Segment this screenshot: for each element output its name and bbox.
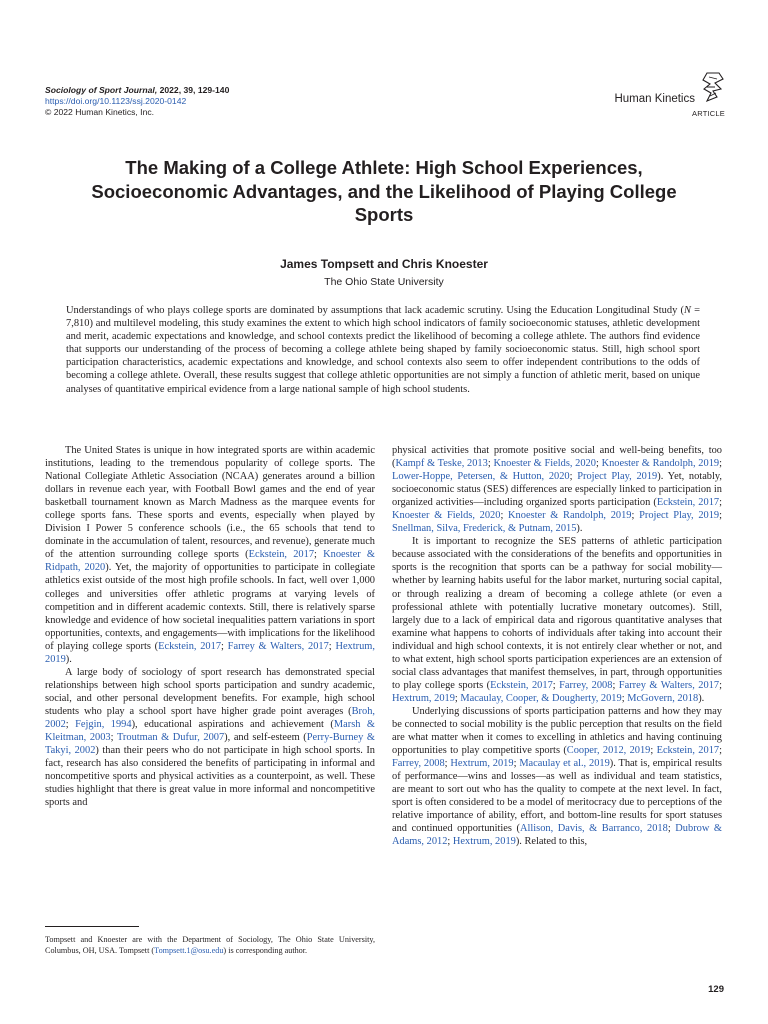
citation-link[interactable]: Dubrow & Adams, 2012	[392, 823, 722, 848]
citation-link[interactable]: Hextrum, 2019	[392, 692, 455, 704]
journal-name: Sociology of Sport Journal,	[45, 85, 158, 95]
citation-link[interactable]: Eckstein, 2017	[248, 549, 315, 561]
citation-link[interactable]: Allison, Davis, & Barranco, 2018	[519, 823, 668, 835]
citation-link[interactable]: Knoester & Fields, 2020	[493, 458, 596, 470]
citation-link[interactable]: Fejgin, 1994	[75, 718, 132, 730]
citation-link[interactable]: Knoester & Randolph, 2019	[601, 458, 720, 470]
article-header	[45, 85, 725, 125]
author-footnote	[45, 934, 375, 956]
citation-link[interactable]: Hextrum, 2019	[45, 640, 375, 665]
citation-link[interactable]: Eckstein, 2017	[656, 745, 720, 757]
citation-link[interactable]: Knoester & Fields, 2020	[392, 510, 501, 522]
journal-issue: 2022, 39, 129-140	[157, 85, 230, 95]
body-text: ). Yet, notably, socioeconomic status (SES) differences are especially linked to participation in organized activities—including organized sports participation (	[392, 471, 722, 509]
human-kinetics-logo-icon	[701, 71, 725, 105]
citation-link[interactable]: Macaulay et al., 2019	[519, 758, 610, 770]
body-paragraph: physical activities that promote positive social and well-being benefits, too (Kampf & Teske, 2013; Knoester & Fields, 2020; Knoester & Randolph, 2019; Lower-Hoppe, Petersen, & Hutton, 2020; Project Play, 2019). Yet, notably, socioeconomic status (SES) differences are especially linked to participation in organized activities—including organized sports participation (Eckstein, 2017; Knoester & Fields, 2020; Knoester & Randolph, 2019; Project Play, 2019; Snellman, Silva, Frederick, & Putnam, 2015).	[392, 445, 722, 535]
body-paragraph: A large body of sociology of sport research has demonstrated special relationships between high school sports participation and sundry academic, social, and other personal development benefits. For example, high school students who play a school sport have higher grade point averages (Broh, 2002; Fejgin, 1994), educational aspirations and achievement (Marsh & Kleitman, 2003; Troutman & Dufur, 2007), and self-esteem (Perry-Burney & Takyi, 2002) than their peers who do not participate in high school sports. In fact, research has also considered the benefits of participating in informal and noncompetitive sports and physical activities as a counterpoint, as well. These studies highlight that there is great value in more informal and noncompetitive sports and	[45, 666, 375, 809]
footnote-text: Tompsett and Knoester are with the Department of Sociology, The Ohio State University, Columbus, OH, USA. Tompsett (	[45, 935, 375, 955]
body-text: ). Related to this,	[515, 836, 588, 848]
sample-size-label: N	[683, 305, 691, 316]
body-text: ).	[65, 653, 72, 665]
citation-link[interactable]: McGovern, 2018	[627, 692, 699, 704]
citation-link[interactable]: Kampf & Teske, 2013	[395, 458, 488, 470]
body-text: physical activities that promote positive social and well-being benefits, too (	[392, 445, 722, 470]
abstract-text: = 7,810) and multilevel modeling, this study examines the extent to which high school indicators of family socioeconomic statuses, athletic development and merit, academic expectations and knowledge, and school contexts predict the likelihood of becoming a college athlete. The authors find evidence that supports our understanding of the process of becoming a college athlete being shaped by family socioeconomic status. Still, high school sport participation characteristics, academic expectations and knowledge, and school contexts also seem to offer independent contributions to the odds of becoming a college athlete. Overall, these results suggest that college athletic opportunities are not simply a function of athletic merit, based on unique analyses of quantitative empirical evidence from a large national sample of high school students.	[66, 305, 700, 395]
body-text: ), educational aspirations and achievement (	[131, 718, 334, 730]
author-affiliation: The Ohio State University	[324, 276, 444, 288]
citation-link[interactable]: Troutman & Dufur, 2007	[116, 732, 225, 744]
body-text: ), and self-esteem (	[224, 732, 307, 744]
citation-link[interactable]: Project Play, 2019	[639, 510, 720, 522]
body-text: ) than their peers who do not participate in high school sports. In fact, research has also considered the benefits of participating in informal and noncompetitive sports and physical activities as a counterpoint, as well. These studies highlight that there is great value in more informal and noncompetitive sports and	[45, 745, 375, 809]
abstract	[66, 304, 700, 396]
body-paragraph: Underlying discussions of sports participation patterns and how they may be connected to social mobility is the public perception that results on the field are what matter when it comes to excelling in athletics and having continuing opportunities to play competitive sports (Cooper, 2012, 2019; Eckstein, 2017; Farrey, 2008; Hextrum, 2019; Macaulay et al., 2019). That is, empirical results of performance—wins and losses—as well as individual and team statistics, are meant to sort out who has the quality to compete at the next level. In fact, sport is often considered to be a model of meritocracy due to perceptions of the relative importance of ability, effort, and bottom-line results for sport statuses and continued opportunities (Allison, Davis, & Barranco, 2018; Dubrow & Adams, 2012; Hextrum, 2019). Related to this,	[392, 705, 722, 848]
citation-link[interactable]: Macaulay, Cooper, & Dougherty, 2019	[460, 692, 622, 704]
citation-link[interactable]: Hextrum, 2019	[450, 758, 514, 770]
citation-link[interactable]: Lower-Hoppe, Petersen, & Hutton, 2020	[392, 471, 570, 483]
citation-link[interactable]: Farrey, 2008	[559, 679, 613, 691]
citation-link[interactable]: Hextrum, 2019	[452, 836, 516, 848]
body-text: The United States is unique in how integrated sports are within academic institutions, leading to the tremendous popularity of college sports. The National Collegiate Athletic Association (NCAA) generates around a billion dollars in revenue each year, with Football Bowl games and the end of year basketball tournament known as March Madness as the marquee events for college sports fans. These sports and events, especially when played by Division I Power 5 conference schools (i.e., the 65 schools that tend to dominate in the accumulation of talent, resources, and revenue), generate much of the attention surrounding college sports (	[45, 445, 375, 561]
page-number: 129	[708, 984, 724, 995]
citation-link[interactable]: Farrey & Walters, 2017	[618, 679, 720, 691]
citation-link[interactable]: Snellman, Silva, Frederick, & Putnam, 2015	[392, 523, 577, 535]
article-title: The Making of a College Athlete: High School Experiences, Socioeconomic Advantages, and the Likelihood of Playing College Sports	[91, 157, 677, 225]
body-text: A large body of sociology of sport research has demonstrated special relationships between high school sports participation and sundry academic, social, and other personal development benefits. For example, high school students who play a school sport have higher grade point averages (	[45, 666, 375, 717]
body-text: ).	[698, 692, 705, 704]
abstract-text: Understandings of who plays college sports are dominated by assumptions that lack academic scrutiny. Using the Education Longitudinal Study (	[66, 305, 684, 316]
article-type-label: ARTICLE	[692, 109, 725, 118]
body-column-right	[392, 444, 722, 848]
citation-link[interactable]: Perry-Burney & Takyi, 2002	[45, 732, 375, 757]
citation-link[interactable]: Project Play, 2019	[577, 471, 658, 483]
body-text: ). Yet, the majority of opportunities to participate in collegiate athletics exist outside of the most high profile schools. In fact, well over 1,000 colleges and universities offer athletic programs at varying levels of competition and in different academic contexts. Still, there is relatively sparse knowledge and evidence of how societal inequalities pattern variations in sport opportunities, contexts, and engagements—with implications for the likelihood of playing college sports (	[45, 562, 375, 652]
copyright: © 2022 Human Kinetics, Inc.	[45, 107, 155, 117]
footnote-text: ) is corresponding author.	[223, 946, 308, 955]
citation-link[interactable]: Eckstein, 2017	[656, 497, 720, 509]
citation-link[interactable]: Cooper, 2012, 2019	[566, 745, 651, 757]
citation-link[interactable]: Farrey, 2008	[392, 758, 445, 770]
article-authors: James Tompsett and Chris Knoester	[280, 257, 488, 271]
body-column-left	[45, 444, 375, 809]
citation-link[interactable]: Farrey & Walters, 2017	[227, 640, 329, 652]
body-paragraph: The United States is unique in how integrated sports are within academic institutions, leading to the tremendous popularity of college sports. The National Collegiate Athletic Association (NCAA) generates around a billion dollars in revenue each year, with Football Bowl games and the end of year basketball tournament known as March Madness as the marquee events for college sports fans. These sports and events, especially when played by Division I Power 5 conference schools (i.e., the 65 schools that tend to dominate in the accumulation of talent, resources, and revenue), generate much of the attention surrounding college sports (Eckstein, 2017; Knoester & Ridpath, 2020). Yet, the majority of opportunities to participate in collegiate athletics exist outside of the most high profile schools. In fact, well over 1,000 colleges and universities offer athletic programs at varying levels of competition and in different academic contexts. Still, there is relatively sparse knowledge and evidence of how societal inequalities pattern variations in sport opportunities, contexts, and engagements—with implications for the likelihood of playing college sports (Eckstein, 2017; Farrey & Walters, 2017; Hextrum, 2019).	[45, 445, 375, 665]
publisher-name: Human Kinetics	[614, 93, 695, 105]
body-paragraph: It is important to recognize the SES patterns of athletic participation because associated with the considerations of the benefits and opportunities in sports is the recognition that sports can be a pathway for social mobility—whether by learning habits useful for the labor market, nurturing social capital, or through realizing a dream of becoming a college athlete (or even a professional athlete with potentially lucrative monetary outcomes). Still, largely due to a lack of empirical data and rigorous quantitative analyses that examine what happens to cohorts of individuals after taking into account their individual and high school contexts, it is not entirely clear whether or not, and to what extent, high school sports participation experiences are an extension of social class advantages that manifest themselves, in part, through opportunities to play college sports (Eckstein, 2017; Farrey, 2008; Farrey & Walters, 2017; Hextrum, 2019; Macaulay, Cooper, & Dougherty, 2019; McGovern, 2018).	[392, 536, 722, 704]
doi-link[interactable]: https://doi.org/10.1123/ssj.2020-0142	[45, 96, 187, 106]
citation-link[interactable]: Knoester & Randolph, 2019	[508, 510, 632, 522]
citation-link[interactable]: Broh, 2002	[45, 705, 375, 730]
citation-link[interactable]: Knoester & Ridpath, 2020	[45, 549, 375, 574]
body-text: It is important to recognize the SES patterns of athletic participation because associated with the considerations of the benefits and opportunities in sports is the recognition that sports can be a pathway for social mobility—whether by learning habits useful for the labor market, nurturing social capital, or through realizing a dream of becoming a college athlete (or even a professional athlete with potentially lucrative monetary outcomes). Still, largely due to a lack of empirical data and rigorous quantitative analyses that examine what happens to cohorts of individuals after taking into account their individual and high school contexts, it is not entirely clear whether or not, and to what extent, high school sports participation experiences are an extension of social class advantages that manifest themselves, in part, through opportunities to play college sports (	[392, 536, 722, 691]
email-link[interactable]: Tompsett.1@osu.edu	[154, 946, 224, 955]
citation-link[interactable]: Eckstein, 2017	[158, 640, 222, 652]
footnote-divider	[45, 926, 139, 927]
citation-link[interactable]: Eckstein, 2017	[490, 679, 553, 691]
body-text: Underlying discussions of sports participation patterns and how they may be connected to social mobility is the public perception that results on the field are what matter when it comes to excelling in athletics and having continuing opportunities to play competitive sports (	[392, 705, 722, 757]
body-text: ).	[576, 523, 583, 535]
body-text: ). That is, empirical results of performance—wins and losses—as well as individual and team statistics, are meant to sort out who has the quality to compete at the next level. In fact, sport is often considered to be a model of meritocracy due to perceptions of the relative importance of ability, effort, and bottom-line results for sport statuses and continued opportunities (	[392, 758, 722, 835]
citation-link[interactable]: Marsh & Kleitman, 2003	[45, 718, 375, 744]
